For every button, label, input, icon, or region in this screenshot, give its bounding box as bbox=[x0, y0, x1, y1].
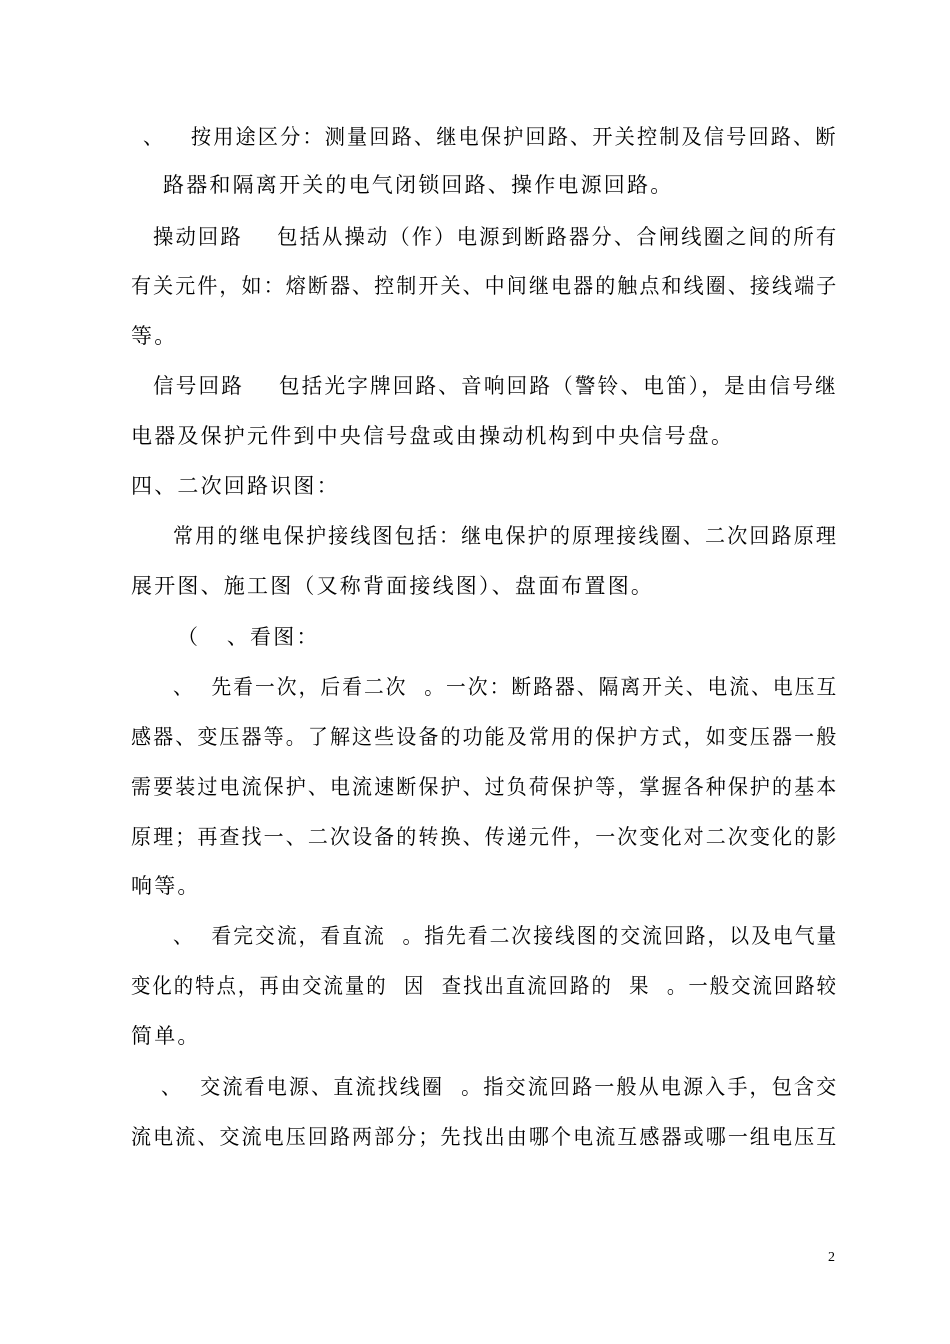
text-line: 流电流、交流电压回路两部分；先找出由哪个电流互感器或哪一组电压互 bbox=[131, 1125, 839, 1149]
text-line: 变化的特点，再由交流量的 因 查找出直流回路的 果 。一般交流回路较 bbox=[131, 974, 839, 998]
text-line: 响等。 bbox=[131, 874, 201, 898]
section-heading: 四、二次回路识图： bbox=[131, 474, 340, 498]
text-line: 展开图、施工图（又称背面接线图）、盘面布置图。 bbox=[131, 574, 655, 598]
text-line: 原理；再查找一、二次设备的转换、传递元件，一次变化对二次变化的影 bbox=[131, 825, 839, 849]
text-line: 、 交流看电源、直流找线圈 。指交流回路一般从电源入手，包含交 bbox=[161, 1075, 839, 1099]
text-line: 等。 bbox=[131, 324, 178, 348]
subsection-heading: （ 、看图： bbox=[177, 625, 320, 649]
text-line: 需要装过电流保护、电流速断保护、过负荷保护等，掌握各种保护的基本 bbox=[131, 775, 839, 799]
text-line: 有关元件，如：熔断器、控制开关、中间继电器的触点和线圈、接线端子 bbox=[131, 274, 839, 298]
text-line: 路器和隔离开关的电气闭锁回路、操作电源回路。 bbox=[163, 173, 674, 197]
text-line: 常用的继电保护接线图包括：继电保护的原理接线圈、二次回路原理 bbox=[173, 524, 839, 548]
text-line: 、 先看一次，后看二次 。一次：断路器、隔离开关、电流、电压互 bbox=[173, 675, 839, 699]
text-line: 、 看完交流，看直流 。指先看二次接线图的交流回路，以及电气量 bbox=[173, 924, 839, 948]
text-line: 、 按用途区分：测量回路、继电保护回路、开关控制及信号回路、断 bbox=[143, 125, 838, 149]
text-line: 信号回路 包括光字牌回路、音响回路（警铃、电笛），是由信号继 bbox=[153, 374, 838, 398]
text-line: 操动回路 包括从操动（作）电源到断路器分、合闸线圈之间的所有 bbox=[153, 225, 839, 249]
page-number: 2 bbox=[828, 1250, 835, 1265]
text-line: 电器及保护元件到中央信号盘或由操动机构到中央信号盘。 bbox=[131, 424, 735, 448]
text-line: 简单。 bbox=[131, 1024, 201, 1048]
text-line: 感器、变压器等。了解这些设备的功能及常用的保护方式，如变压器一般 bbox=[131, 725, 839, 749]
